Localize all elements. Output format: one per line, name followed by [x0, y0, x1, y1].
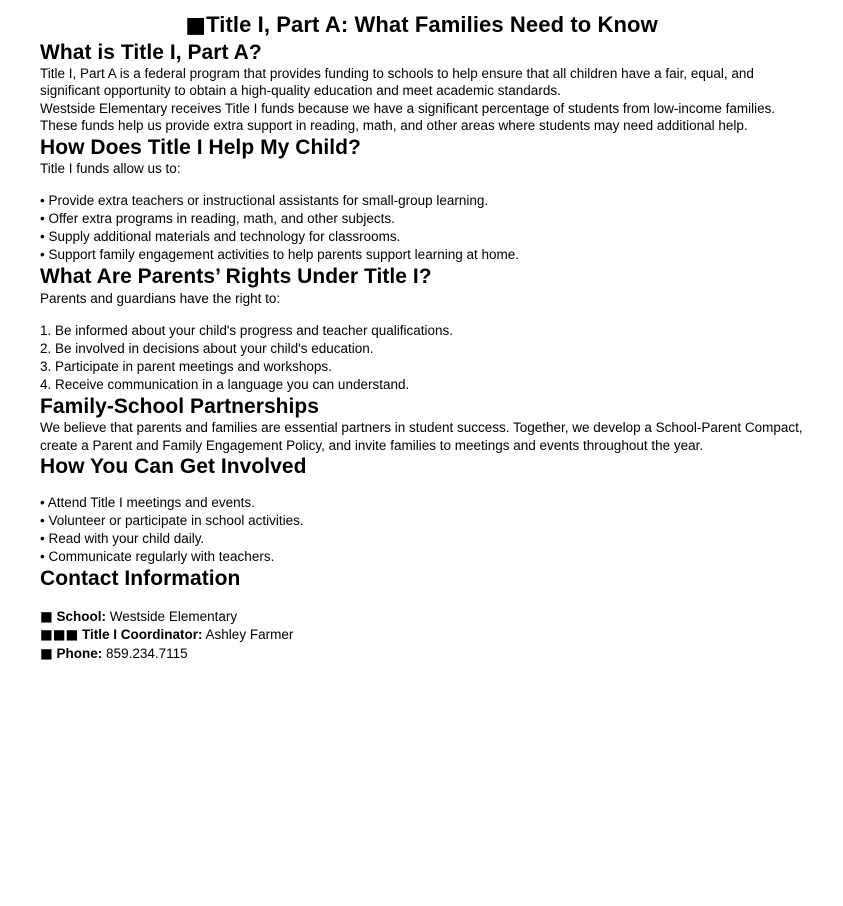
school-marker-icon: ■ [40, 608, 53, 625]
contact-information-list [40, 608, 803, 664]
numbered-list-parents-rights [40, 322, 803, 394]
intro-how-title-i-helps: Title I funds allow us to: [40, 160, 181, 176]
contact-value: Ashley Farmer [205, 627, 294, 643]
list-item: • Support family engagement activities to help parents support learning at home. [40, 247, 519, 263]
list-item: • Volunteer or participate in school activities. [40, 513, 304, 529]
intro-parents-rights: Parents and guardians have the right to: [40, 290, 281, 306]
paragraph-what-is-2: Westside Elementary receives Title I funds because we have a significant percentage of students from low-income families. These funds help us provide extra support in reading, math, and other areas where students may need additional help. [40, 100, 776, 134]
contact-entry-school [40, 608, 803, 627]
paragraph-what-is-1: Title I, Part A is a federal program that provides funding to schools to help ensure that all children have a fair, equal, and significant opportunity to obtain a high-quality education and meet academic standards. [40, 65, 754, 99]
list-item: • Attend Title I meetings and events. [40, 495, 255, 511]
heading-parents-rights: What Are Parents’ Rights Under Title I? [40, 265, 432, 289]
heading-what-is-title-i: What is Title I, Part A? [40, 40, 262, 64]
heading-family-school-partnerships: Family-School Partnerships [40, 395, 320, 419]
list-item: • Offer extra programs in reading, math, and other subjects. [40, 211, 395, 227]
contact-value: Westside Elementary [109, 608, 238, 624]
contact-label: School: [56, 608, 107, 624]
heading-how-you-can-get-involved: How You Can Get Involved [40, 455, 307, 479]
list-item: • Supply additional materials and technology for classrooms. [40, 229, 401, 245]
contact-entry-phone [40, 645, 803, 664]
document-title [40, 11, 803, 40]
bullet-list-how-title-i-helps [40, 192, 803, 264]
list-item: 3. Participate in parent meetings and workshops. [40, 359, 332, 375]
heading-how-title-i-helps: How Does Title I Help My Child? [40, 135, 361, 159]
list-item: • Read with your child daily. [40, 531, 205, 547]
paragraph-family-school-partnerships: We believe that parents and families are essential partners in student success. Together, we develop a School-Parent Compact, create a Parent and Family Engagement Policy, and invite families to meetings and events throughout the year. [40, 420, 803, 453]
document-page [0, 11, 843, 663]
document-title-text: Title I, Part A: What Families Need to Know [206, 12, 658, 37]
coordinator-marker-icon: ■■■ [40, 627, 79, 644]
list-item: • Provide extra teachers or instructional assistants for small-group learning. [40, 193, 489, 209]
list-item: 2. Be involved in decisions about your child's education. [40, 341, 374, 357]
contact-label: Title I Coordinator: [82, 627, 203, 643]
phone-marker-icon: ■ [40, 645, 53, 662]
contact-value: 859.234.7115 [106, 645, 188, 661]
list-item: 1. Be informed about your child's progress and teacher qualifications. [40, 323, 454, 339]
contact-entry-coordinator [40, 626, 803, 645]
list-item: 4. Receive communication in a language you can understand. [40, 377, 410, 393]
bullet-list-get-involved [40, 494, 803, 566]
title-marker-icon: ■ [185, 13, 207, 38]
list-item: • Communicate regularly with teachers. [40, 549, 275, 565]
heading-contact-information: Contact Information [40, 567, 241, 591]
contact-label: Phone: [56, 645, 103, 661]
